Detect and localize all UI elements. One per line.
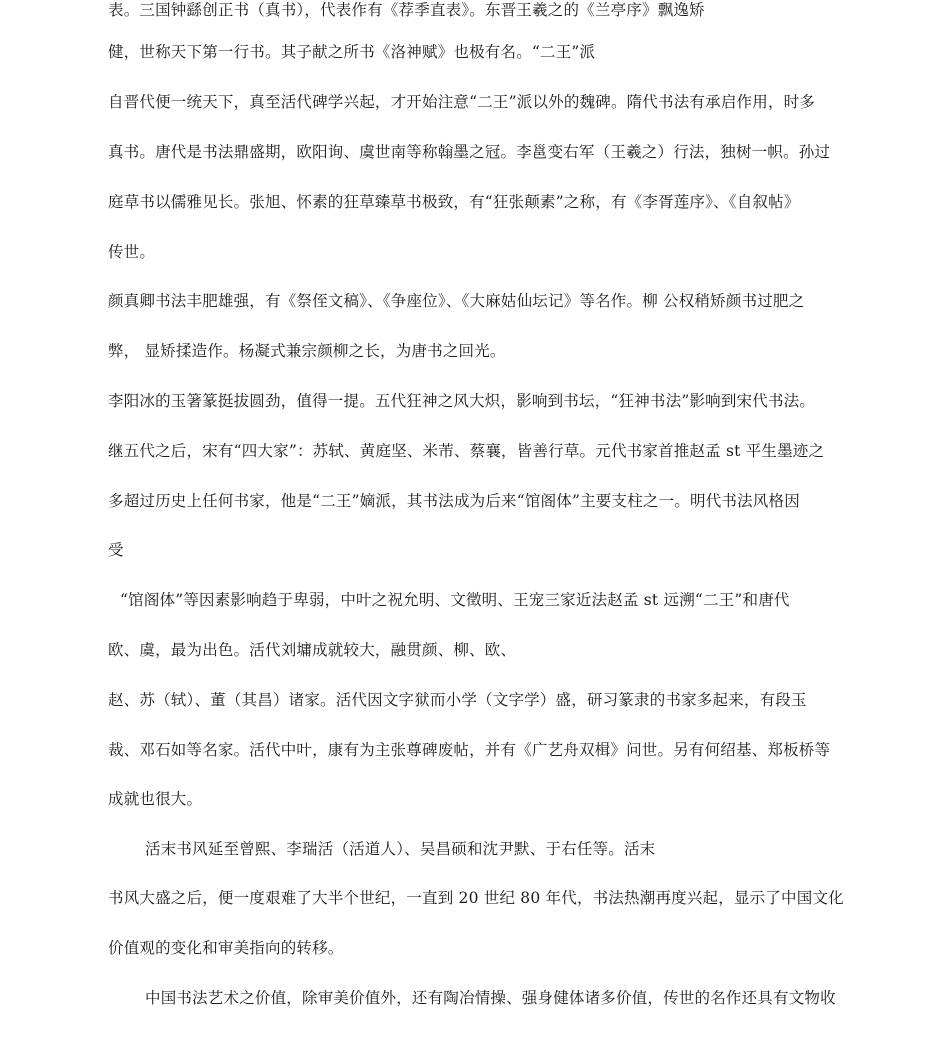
text-line: 真书。唐代是书法鼎盛期，欧阳询、虞世南等称翰墨之冠。李邕变右军（王羲之）行法，独树一帜。孙过 — [108, 143, 831, 161]
text-line: 受 — [108, 541, 124, 559]
text-line: 书风大盛之后，便一度艰难了大半个世纪，一直到 20 世纪 80 年代，书法热潮再度兴起，显示了中国文化 — [108, 889, 844, 907]
text-line: 颜真卿书法丰肥雄强，有《祭侄文稿》、《争座位》、《大麻姑仙坛记》等名作。柳 公权稍矫颜书过肥之 — [108, 292, 805, 310]
text-line: “馆阁体”等因素影响趋于卑弱，中叶之祝允明、文徵明、王宠三家近法赵孟 st 远溯“二王”和唐代 — [120, 591, 790, 609]
text-line: 继五代之后，宋有“四大家”：苏轼、黄庭坚、米芾、蔡襄，皆善行草。元代书家首推赵孟 st 平生墨迹之 — [108, 442, 825, 460]
text-line: 健，世称天下第一行书。其子献之所书《洛神赋》也极有名。“二王”派 — [108, 43, 596, 61]
text-line: 裁、邓石如等名家。活代中叶，康有为主张尊碑废帖，并有《广艺舟双楫》问世。另有何绍基、郑板桥等 — [108, 741, 831, 759]
text-line: 多超过历史上任何书家，他是“二王”嫡派，其书法成为后来“馆阁体”主要支柱之一。明代书法风格因 — [108, 492, 800, 510]
text-line: 价值观的变化和审美指向的转移。 — [108, 939, 344, 957]
text-line: 中国书法艺术之价值，除审美价值外，还有陶冶情操、强身健体诸多价值，传世的名作还具有文物收 — [145, 989, 836, 1007]
text-line: 表。三国钟繇创正书（真书），代表作有《荐季直表》。东晋王羲之的《兰亭序》飘逸矫 — [108, 1, 705, 19]
text-line: 自晋代便一统天下，真至活代碑学兴起，才开始注意“二王”派以外的魏碑。隋代书法有承启作用，时多 — [108, 93, 816, 111]
text-line: 赵、苏（轼）、董（其昌）诸家。活代因文字狱而小学（文字学）盛，研习篆隶的书家多起来，有段玉 — [108, 691, 807, 709]
text-line: 活末书风延至曾熙、李瑞活（活道人）、吴昌硕和沈尹默、于右任等。活末 — [145, 840, 656, 858]
text-line: 传世。 — [108, 243, 156, 261]
text-line: 成就也很大。 — [108, 790, 203, 808]
text-line: 弊， 显矫揉造作。杨凝式兼宗颜柳之长，为唐书之回光。 — [108, 342, 506, 360]
text-line: 庭草书以儒雅见长。张旭、怀素的狂草臻草书极致，有“狂张颠素”之称，有《李胥莲序》、《自叙帖》 — [108, 193, 800, 211]
text-line: 李阳冰的玉箸篆挺拔圆劲，值得一提。五代狂神之风大炽，影响到书坛，“狂神书法”影响到宋代书法。 — [108, 392, 816, 410]
text-line: 欧、虞，最为出色。活代刘墉成就较大，融贯颜、柳、欧、 — [108, 641, 517, 659]
